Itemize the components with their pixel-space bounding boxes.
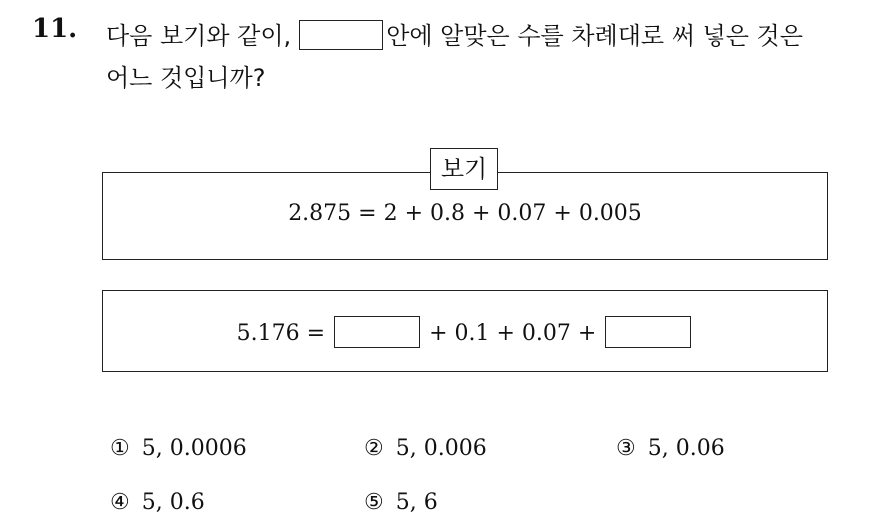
question-text-line2: 어느 것입니까? [106, 64, 266, 92]
question-text-before-box: 다음 보기와 같이, [106, 22, 292, 50]
choice-1-mark: ① [110, 436, 130, 461]
choice-5[interactable] [364, 490, 438, 515]
question-number: 11. [32, 14, 78, 44]
choice-1[interactable] [110, 436, 247, 461]
choice-3-mark: ③ [616, 436, 636, 461]
problem-box [102, 290, 828, 372]
choice-3-text: 5, 0.06 [647, 436, 725, 461]
problem-equation [103, 316, 827, 348]
choice-2[interactable] [364, 436, 487, 461]
question-text-line1 [106, 16, 803, 51]
choice-2-mark: ② [364, 436, 384, 461]
example-equation: 2.875 = 2 + 0.8 + 0.07 + 0.005 [288, 201, 642, 226]
choice-5-text: 5, 6 [395, 490, 438, 515]
choice-3[interactable] [616, 436, 725, 461]
choice-2-text: 5, 0.006 [395, 436, 487, 461]
answer-blank-indicator [299, 20, 383, 50]
example-label: 보기 [430, 148, 498, 190]
choice-5-mark: ⑤ [364, 490, 384, 515]
problem-lhs: 5.176 = [236, 321, 326, 346]
blank-box-1[interactable] [334, 316, 420, 348]
question-text-after-box: 안에 알맞은 수를 차례대로 써 넣은 것은 [386, 22, 803, 50]
choice-4-mark: ④ [110, 490, 130, 515]
choice-4-text: 5, 0.6 [141, 490, 205, 515]
problem-middle: + 0.1 + 0.07 + [429, 321, 597, 346]
blank-box-2[interactable] [605, 316, 691, 348]
choice-4[interactable] [110, 490, 205, 515]
choice-1-text: 5, 0.0006 [141, 436, 247, 461]
